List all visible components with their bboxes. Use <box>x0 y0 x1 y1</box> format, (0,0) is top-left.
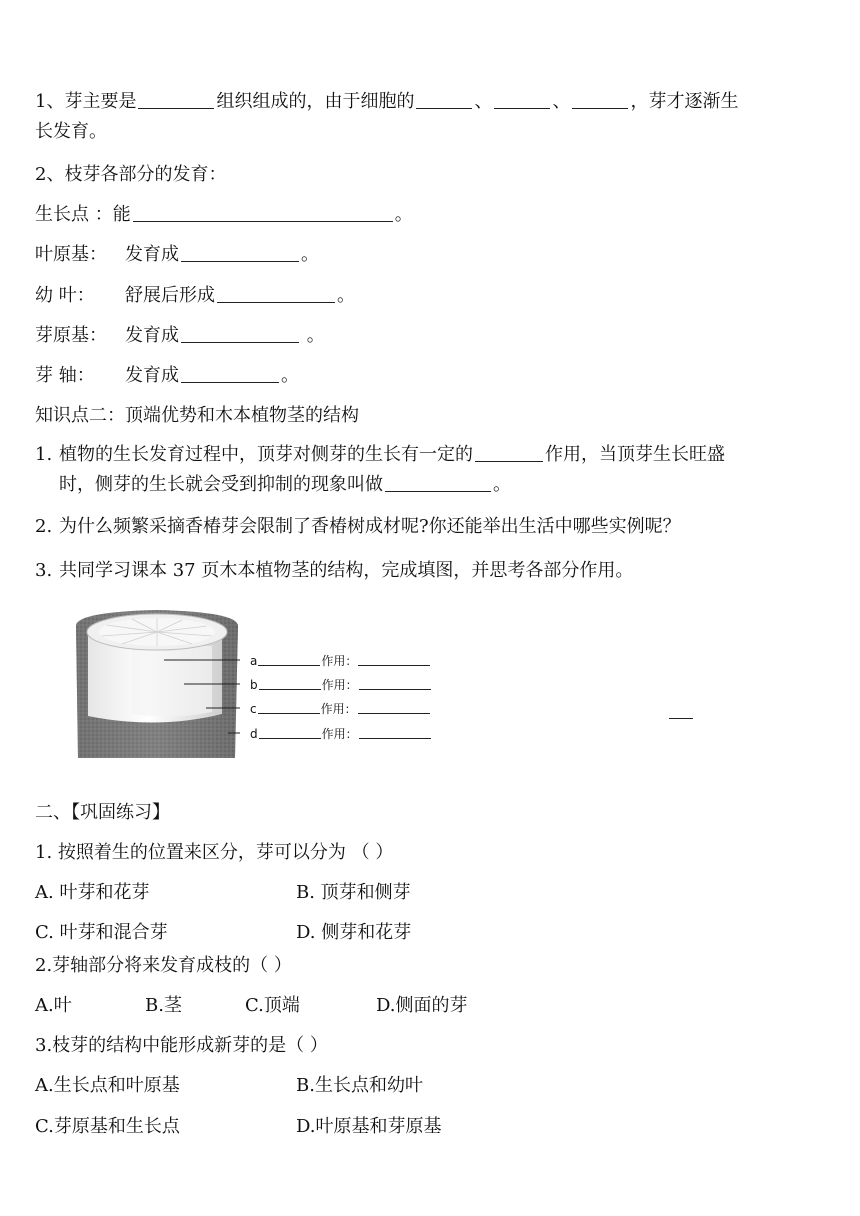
blank-func-b[interactable] <box>359 677 431 690</box>
leaf-primordium-text: 发育成 <box>125 244 179 265</box>
practice-q1-option-d[interactable]: D. 侧芽和花芽 <box>296 922 412 943</box>
label-a <box>250 653 431 668</box>
practice-q3-option-a[interactable]: A.生长点和叶原基 <box>35 1075 180 1096</box>
leaf-primordium-row <box>35 242 319 268</box>
stray-rule <box>669 718 693 719</box>
label-d-func: 作用： <box>321 727 358 741</box>
woody-stem-diagram <box>72 606 452 761</box>
practice-q1-option-c[interactable]: C. 叶芽和混合芽 <box>35 922 168 943</box>
blank-young-leaf[interactable] <box>217 284 335 303</box>
bud-axis-label: 芽 轴： <box>35 365 95 386</box>
practice-q1: 1. 按照着生的位置来区分，芽可以分为 （ ） <box>35 842 394 863</box>
label-d <box>250 726 432 741</box>
young-leaf-text: 舒展后形成 <box>125 285 215 306</box>
practice-q1-option-b[interactable]: B. 顶芽和侧芽 <box>296 882 411 903</box>
young-leaf-label: 幼 叶： <box>35 285 95 306</box>
leaf-primordium-label: 叶原基： <box>35 244 107 265</box>
blank-func-c[interactable] <box>358 701 430 714</box>
label-b <box>250 677 432 692</box>
woody-stem-illustration <box>72 606 242 761</box>
practice-q2: 2.芽轴部分将来发育成枝的（ ） <box>35 955 292 976</box>
practice-q1-option-a[interactable]: A. 叶芽和花芽 <box>35 882 150 903</box>
blank-bud-primordium[interactable] <box>181 324 299 343</box>
blank-bud-axis[interactable] <box>181 364 279 383</box>
q1-sep-1: 、 <box>474 91 493 112</box>
practice-q2-option-d[interactable]: D.侧面的芽 <box>376 995 468 1016</box>
kp2-q2-num: 2. <box>35 516 53 537</box>
practice-q3-option-b[interactable]: B.生长点和幼叶 <box>296 1075 423 1096</box>
label-c-letter: c <box>250 702 257 716</box>
blank-cell-2[interactable] <box>494 90 550 109</box>
knowledge-point-2-title: 知识点二：顶端优势和木本植物茎的结构 <box>35 405 359 426</box>
bud-axis-row <box>35 363 299 389</box>
kp2-q1-text-a: 植物的生长发育过程中，顶芽对侧芽的生长有一定的 <box>59 444 473 465</box>
blank-leaf-primordium[interactable] <box>181 243 299 262</box>
practice-q3: 3.枝芽的结构中能形成新芽的是（ ） <box>35 1035 328 1056</box>
q1-text-c: ，芽才逐渐生 <box>630 91 739 112</box>
kp2-question-2 <box>35 514 681 540</box>
label-a-letter: a <box>250 654 258 668</box>
kp2-q1-text-c: 时，侧芽的生长就会受到抑制的现象叫做 <box>59 474 383 495</box>
practice-q3-option-c[interactable]: C.芽原基和生长点 <box>35 1116 180 1137</box>
practice-q2-option-b[interactable]: B.茎 <box>145 995 182 1016</box>
blank-inhibition[interactable] <box>475 443 543 462</box>
question-1-line2: 长发育。 <box>35 121 107 142</box>
blank-apical-dominance[interactable] <box>385 473 491 492</box>
kp2-q1-text-b: 作用，当顶芽生长旺盛 <box>545 444 725 465</box>
kp2-question-1 <box>35 440 805 500</box>
blank-cell-3[interactable] <box>572 90 628 109</box>
blank-label-d[interactable] <box>259 726 321 739</box>
blank-func-a[interactable] <box>358 653 430 666</box>
punct: 。 <box>493 474 511 495</box>
blank-growth-point[interactable] <box>133 203 393 222</box>
q1-text-a: 1、芽主要是 <box>35 91 137 112</box>
kp2-q3-num: 3. <box>35 560 53 581</box>
kp2-question-3 <box>35 558 633 584</box>
practice-q2-option-a[interactable]: A.叶 <box>35 995 72 1016</box>
punct: 。 <box>281 365 299 386</box>
kp2-q2-text: 为什么频繁采摘香椿芽会限制了香椿树成材呢?你还能举出生活中哪些实例呢？ <box>59 516 681 537</box>
question-2: 2、枝芽各部分的发育： <box>35 164 227 185</box>
punct: 。 <box>394 204 413 225</box>
young-leaf-row <box>35 283 355 309</box>
growth-point-row <box>35 202 413 228</box>
bud-primordium-text: 发育成 <box>125 325 179 346</box>
blank-label-b[interactable] <box>259 677 321 690</box>
label-a-func: 作用： <box>321 654 358 668</box>
label-d-letter: d <box>250 727 258 741</box>
blank-label-a[interactable] <box>258 653 320 666</box>
blank-label-c[interactable] <box>258 701 320 714</box>
kp2-q1-num: 1. <box>35 444 53 465</box>
practice-heading: 二、【巩固练习】 <box>35 802 170 823</box>
bud-axis-text: 发育成 <box>125 365 179 386</box>
bud-primordium-row <box>35 323 325 349</box>
growth-point-label: 生长点 ：能 <box>35 204 131 225</box>
label-b-letter: b <box>250 678 258 692</box>
label-c-func: 作用： <box>320 702 357 716</box>
blank-func-d[interactable] <box>359 726 431 739</box>
bud-primordium-label: 芽原基： <box>35 325 107 346</box>
blank-tissue[interactable] <box>138 90 214 109</box>
question-1-line1 <box>35 89 738 115</box>
punct: 。 <box>337 285 355 306</box>
q1-sep-2: 、 <box>552 91 571 112</box>
practice-q3-option-d[interactable]: D.叶原基和芽原基 <box>296 1116 442 1137</box>
label-b-func: 作用： <box>321 678 358 692</box>
practice-q2-option-c[interactable]: C.顶端 <box>245 995 300 1016</box>
blank-cell-1[interactable] <box>416 90 472 109</box>
q1-text-b: 组织组成的，由于细胞的 <box>216 91 415 112</box>
label-c <box>250 701 431 716</box>
kp2-q3-text: 共同学习课本 37 页木本植物茎的结构，完成填图，并思考各部分作用。 <box>59 560 634 581</box>
punct: 。 <box>301 325 325 346</box>
punct: 。 <box>301 244 319 265</box>
